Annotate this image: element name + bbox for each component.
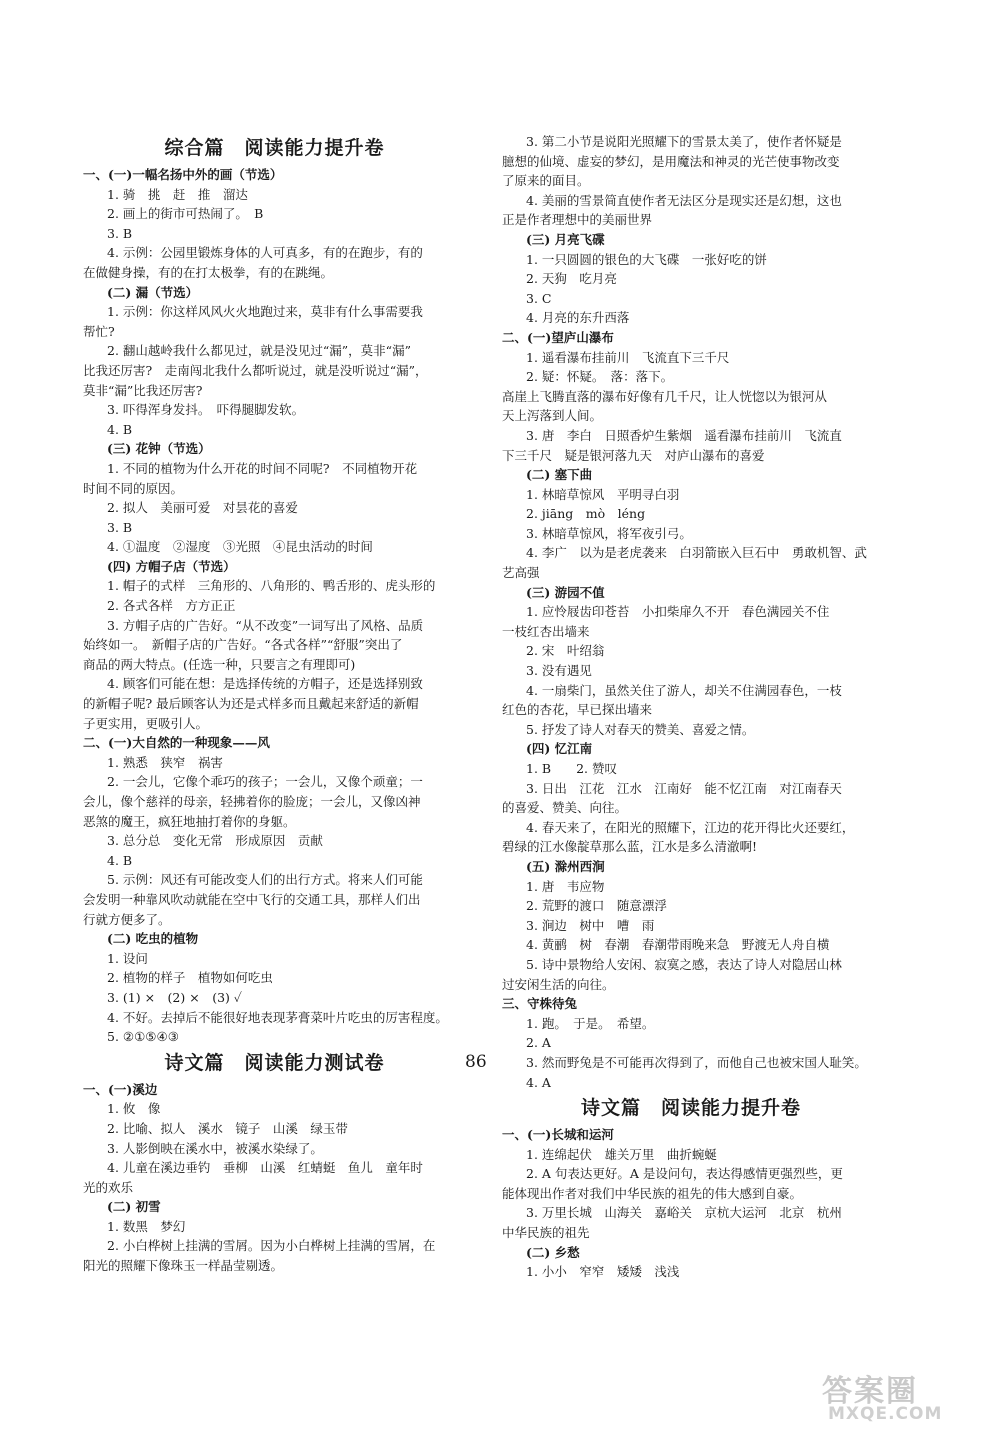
answer-line: 4. 一扇柴门，虽然关住了游人，却关不住满园春色，一枝: [526, 682, 842, 698]
answer-line: 3. 人影倒映在溪水中，被溪水染绿了。: [107, 1140, 323, 1156]
answer-line: 1. 骑 挑 赶 推 溜达: [107, 186, 248, 202]
answer-line: 2. 一会儿，它像个乖巧的孩子；一会儿，又像个顽童；一: [107, 774, 423, 790]
answer-line: 1. 小小 窄窄 矮矮 浅浅: [526, 1264, 680, 1280]
passage-title: (二) 初雪: [107, 1199, 161, 1215]
answer-continuation: 天上泻落到人间。: [502, 408, 603, 424]
answer-continuation: 艺高强: [502, 565, 540, 581]
passage-title: (四) 忆江南: [526, 741, 593, 757]
answer-continuation: 能体现出作者对我们中华民族的祖先的伟大感到自豪。: [502, 1185, 803, 1201]
answer-line: 2. 比喻、拟人 溪水 镜子 山溪 绿玉带: [107, 1120, 348, 1136]
passage-title: (二) 漏（节选）: [107, 284, 199, 300]
question-group-title: 一、(一)一幅名扬中外的画（节选）: [83, 167, 283, 182]
answer-continuation: 下三千尺 疑是银河落九天 对庐山瀑布的喜爱: [502, 447, 765, 463]
answer-line: 1. 林暗草惊风 平明寻白羽: [526, 486, 680, 502]
answer-continuation: 会发明一种靠风吹动就能在空中飞行的交通工具，那样人们出: [83, 891, 421, 907]
answer-line: 3. 日出 江花 江水 江南好 能不忆江南 对江南春天: [526, 780, 842, 796]
answer-continuation: 的喜爱、赞美、向往。: [502, 800, 628, 816]
passage-title: (三) 游园不值: [526, 584, 605, 600]
answer-continuation: 正是作者理想中的美丽世界: [502, 212, 653, 228]
answer-line: 2. jiāng mò léng: [526, 506, 646, 522]
answer-line: 4. 春天来了，在阳光的照耀下，江边的花开得比火还要红，: [526, 819, 855, 835]
answer-continuation: 商品的两大特点。(任选一种，只要言之有理即可): [83, 656, 356, 672]
answer-line: 3. C: [526, 290, 552, 306]
answer-line: 1. 熟悉 狭窄 祸害: [107, 754, 223, 770]
answer-line: 2. 天狗 吃月亮: [526, 271, 617, 287]
answer-continuation: 红色的杏花，早已探出墙来: [502, 702, 653, 718]
passage-title: (四) 方帽子店（节选）: [107, 558, 236, 574]
answer-line: 3. 吓得浑身发抖。 吓得腿脚发软。: [107, 402, 305, 418]
answer-line: 3. 唐 李白 日照香炉生紫烟 遥看瀑布挂前川 飞流直: [526, 427, 842, 443]
answer-line: 1. 连绵起伏 雄关万里 曲折蜿蜒: [526, 1146, 717, 1162]
answer-line: 1. 攸 像: [107, 1101, 161, 1117]
question-group-title: 二、(一)望庐山瀑布: [502, 329, 614, 345]
page-number: 86: [465, 1052, 487, 1072]
answer-line: 4. 示例：公园里锻炼身体的人可真多，有的在跑步，有的: [107, 245, 423, 261]
left-column: [83, 132, 466, 1276]
answer-line: 1. 一只圆圆的银色的大飞碟 一张好吃的饼: [526, 251, 767, 267]
section-heading: 诗文篇 阅读能力提升卷: [580, 1097, 801, 1120]
answer-continuation: 帮忙?: [83, 323, 115, 339]
answer-continuation: 碧绿的江水像靛草那么蓝，江水是多么清澈啊!: [502, 839, 758, 855]
question-group-title: 二、(一)大自然的一种现象——风: [83, 735, 270, 751]
answer-continuation: 子更实用，更吸引人。: [83, 715, 209, 731]
answer-line: 2. 植物的样子 植物如何吃虫: [107, 970, 273, 986]
answer-continuation: 光的欢乐: [83, 1179, 134, 1195]
answer-continuation: 时间不同的原因。: [83, 480, 184, 496]
answer-continuation: 阳光的照耀下像珠玉一样晶莹剔透。: [83, 1258, 284, 1274]
answer-line: 3. 没有遇见: [526, 663, 592, 679]
answer-line: 4. 月亮的东升西落: [526, 310, 630, 326]
question-group-title: 三、守株待兔: [502, 996, 578, 1012]
answer-line: 2. 荒野的渡口 随意漂浮: [526, 898, 667, 914]
answer-continuation: 中华民族的祖先: [502, 1225, 590, 1241]
answer-line: 5. 示例：风还有可能改变人们的出行方式。将来人们可能: [107, 872, 423, 888]
section-heading: 综合篇 阅读能力提升卷: [164, 137, 385, 159]
answer-line: 1. 应怜屐齿印苍苔 小扣柴扉久不开 春色满园关不住: [526, 604, 830, 620]
answer-line: 2. 拟人 美丽可爱 对昙花的喜爱: [107, 500, 298, 516]
answer-line: 4. 李广 以为是老虎袭来 白羽箭嵌入巨石中 勇敢机智、武: [526, 545, 867, 561]
answer-line: 3. 方帽子店的广告好。“从不改变”一词写出了风格、品质: [107, 617, 424, 633]
answer-continuation: 在做健身操，有的在打太极拳，有的在跳绳。: [83, 264, 334, 280]
answer-line: 4. B: [107, 421, 133, 437]
answer-line: 3. 万里长城 山海关 嘉峪关 京杭大运河 北京 杭州: [526, 1205, 842, 1221]
answer-line: 1. 数黑 梦幻: [107, 1218, 186, 1234]
answer-continuation: 高崖上飞腾直落的瀑布好像有几千尺，让人恍惚以为银河从: [502, 388, 828, 404]
answer-continuation: 会儿，像个慈祥的母亲，轻拂着你的脸庞；一会儿，又像凶神: [83, 794, 421, 809]
answer-line: 4. B: [107, 852, 133, 868]
right-column: [502, 132, 880, 1282]
answer-continuation: 了原来的面目。: [502, 173, 590, 189]
answer-continuation: 行就方便多了。: [83, 911, 171, 927]
answer-line: 3. 涧边 树中 嘈 雨: [526, 917, 655, 933]
passage-title: (五) 滁州西涧: [526, 858, 605, 874]
answer-line: 4. 美丽的雪景简直使作者无法区分是现实还是幻想，这也: [526, 192, 842, 208]
question-group-title: 一、(一)溪边: [83, 1081, 158, 1097]
watermark-logo: 答案圈: [822, 1374, 918, 1409]
answer-line: 2. A: [526, 1035, 551, 1051]
passage-title: (二) 塞下曲: [526, 467, 593, 483]
answer-line: 2. 翻山越岭我什么都见过，就是没见过“漏”，莫非“漏”: [107, 343, 411, 359]
answer-continuation: 莫非“漏”比我还厉害?: [83, 382, 203, 398]
answer-line: 3. 第二小节是说阳光照耀下的雪景太美了，使作者怀疑是: [526, 134, 842, 149]
answer-line: 1. 帽子的式样 三角形的、八角形的、鸭舌形的、虎头形的: [107, 578, 436, 594]
answer-line: 1. 示例：你这样风风火火地跑过来，莫非有什么事需要我: [107, 304, 423, 320]
answer-continuation: 恶煞的魔王，疯狂地抽打着你的身躯。: [83, 813, 296, 829]
answer-line: 1. 设问: [107, 950, 148, 966]
answer-line: 3. (1) × (2) × (3) ✓: [107, 989, 242, 1005]
answer-line: 3. 然而野兔是不可能再次得到了，而他自己也被宋国人耻笑。: [526, 1054, 867, 1070]
passage-title: (三) 月亮飞碟: [526, 231, 605, 247]
answer-line: 1. B 2. 赞叹: [526, 761, 617, 776]
answer-line: 1. 唐 韦应物: [526, 878, 605, 894]
answer-line: 2. 小白桦树上挂满的雪屑。因为小白桦树上挂满的雪屑，在: [107, 1238, 436, 1254]
answer-line: 4. ①温度 ②湿度 ③光照 ④昆虫活动的时间: [107, 539, 373, 555]
answer-continuation: 一枝红杏出墙来: [502, 623, 590, 639]
answer-line: 1. 不同的植物为什么开花的时间不同呢? 不同植物开花: [107, 460, 418, 476]
answer-continuation: 的新帽子呢? 最后顾客认为还是式样多而且戴起来舒适的新帽: [83, 696, 419, 712]
answer-line: 5. 诗中景物给人安闲、寂寞之感，表达了诗人对隐居山林: [526, 956, 842, 972]
answer-line: 2. 各式各样 方方正正: [107, 598, 236, 614]
answer-line: 2. A 句表达更好。A 是设问句，表达得感情更强烈些，更: [526, 1166, 843, 1182]
answer-line: 3. B: [107, 225, 133, 241]
passage-title: (二) 吃虫的植物: [107, 931, 199, 947]
answer-line: 4. 儿童在溪边垂钓 垂柳 山溪 红蜻蜓 鱼儿 童年时: [107, 1160, 423, 1176]
answer-line: 3. B: [107, 519, 133, 535]
passage-title: (二) 乡愁: [526, 1244, 580, 1260]
answer-continuation: 过安闲生活的向往。: [502, 976, 615, 992]
answer-continuation: 始终如一。 新帽子店的广告好。“各式各样”“舒服”突出了: [83, 637, 403, 653]
answer-line: 3. 总分总 变化无常 形成原因 贡献: [107, 833, 323, 849]
answer-line: 2. 画上的街市可热闹了。 B: [107, 206, 264, 222]
answer-line: 4. 黄鹂 树 春潮 春潮带雨晚来急 野渡无人舟自横: [526, 937, 830, 953]
answer-line: 1. 遥看瀑布挂前川 飞流直下三千尺: [526, 349, 730, 365]
passage-title: (三) 花钟（节选）: [107, 441, 211, 457]
answer-line: 4. 不好。去掉后不能很好地表现茅膏菜叶片吃虫的厉害程度。: [107, 1009, 448, 1025]
answer-line: 3. 林暗草惊风，将军夜引弓。: [526, 525, 692, 541]
watermark: [822, 1366, 982, 1426]
section-heading: 诗文篇 阅读能力测试卷: [164, 1051, 385, 1074]
answer-line: 2. 宋 叶绍翁: [526, 643, 605, 659]
answer-line: 4. 顾客们可能在想：是选择传统的方帽子，还是选择别致: [107, 676, 423, 692]
question-group-title: 一、(一)长城和运河: [502, 1127, 614, 1143]
answer-line: 4. A: [526, 1074, 551, 1090]
answer-line: 1. 跑。 于是。 希望。: [526, 1015, 655, 1031]
watermark-url: MXQE.COM: [828, 1404, 943, 1424]
answer-line: 5. ②①⑤④③: [107, 1029, 179, 1045]
answer-continuation: 比我还厉害? 走南闯北我什么都听说过，就是没听说过“漏”，: [83, 362, 428, 378]
answer-continuation: 臆想的仙境、虚妄的梦幻，是用魔法和神灵的光芒使事物改变: [502, 153, 840, 169]
answer-line: 2. 疑：怀疑。 落：落下。: [526, 369, 674, 385]
answer-line: 5. 抒发了诗人对春天的赞美、喜爱之情。: [526, 721, 755, 737]
